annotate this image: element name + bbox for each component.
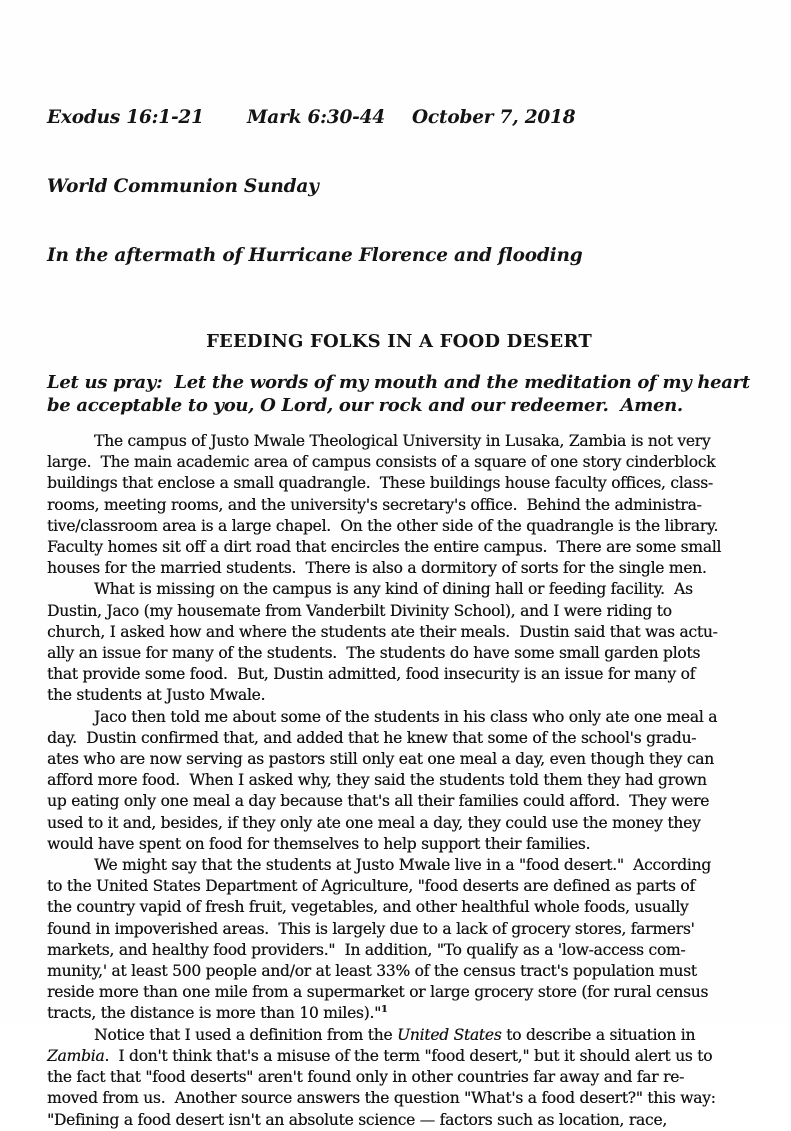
- text-line: [47, 622, 751, 643]
- text-segment: buildings that enclose a small quadrangle. These buildings house faculty offices, class-: [47, 474, 713, 493]
- text-line: [47, 876, 751, 897]
- text-line: [47, 770, 751, 791]
- text-segment: The campus of Justo Mwale Theological University in Lusaka, Zambia is not very: [94, 432, 711, 450]
- text-segment: the students at Justo Mwale.: [47, 686, 266, 705]
- text-line: [47, 813, 751, 834]
- text-segment: used to it and, besides, if they only ate one meal a day, they could use the money they: [47, 813, 701, 832]
- text-line: [47, 1025, 751, 1046]
- text-line: [47, 1110, 751, 1131]
- text-line: [47, 834, 751, 855]
- text-segment: What is missing on the campus is any kind of dining hall or feeding facility. As: [94, 580, 693, 599]
- text-segment: would have spent on food for themselves to help support their families.: [47, 834, 591, 853]
- text-line: [47, 749, 751, 770]
- text-line: [47, 1003, 751, 1024]
- text-line: [47, 452, 751, 473]
- text-line: [47, 601, 751, 622]
- text-segment: up eating only one meal a day because that's all their families could afford. They were: [47, 792, 710, 811]
- text-segment: be acceptable to you, O Lord, our rock and our redeemer. Amen.: [47, 394, 683, 416]
- text-line: [47, 940, 751, 961]
- text-segment: tracts, the distance is more than 10 miles).": [47, 1004, 381, 1023]
- text-line: [47, 855, 751, 876]
- text-line: [47, 707, 751, 728]
- text-line: [47, 431, 751, 452]
- text-line: [47, 728, 751, 749]
- text-segment: Jaco then told me about some of the students in his class who only ate one meal a: [94, 707, 718, 726]
- paragraph-campus: [47, 431, 751, 579]
- text-line: [47, 664, 751, 685]
- scripture-date-row: [47, 106, 751, 129]
- text-line: [47, 897, 751, 918]
- text-segment: Let us pray: Let the words of my mouth and the meditation of my heart: [47, 372, 750, 393]
- paragraph-notice-definition: [47, 1025, 751, 1131]
- text-line: [47, 1067, 751, 1088]
- text-segment: to describe a situation in: [501, 1025, 696, 1044]
- text-line: [47, 961, 751, 982]
- text-line: [47, 473, 751, 494]
- context-line: In the aftermath of Hurricane Florence and flooding: [47, 245, 583, 266]
- text-segment: day. Dustin confirmed that, and added that he knew that some of the school's gradu-: [47, 728, 697, 747]
- text-segment: . I don't think that's a misuse of the term "food desert," but it should alert us to: [104, 1046, 713, 1065]
- text-segment: munity,' at least 500 people and/or at least 33% of the census tract's population must: [47, 962, 697, 981]
- text-line: [47, 685, 751, 706]
- text-segment: afford more food. When I asked why, they said the students told them they had grown: [47, 771, 707, 790]
- text-segment: Faculty homes sit off a dirt road that encircles the entire campus. There are some small: [47, 538, 722, 557]
- text-line: [47, 982, 751, 1003]
- paragraph-food-desert-definition: [47, 855, 751, 1025]
- scripture-reference-1: Exodus 16:1-21: [47, 107, 204, 128]
- text-segment: found in impoverished areas. This is largely due to a lack of grocery stores, farmers': [47, 919, 695, 938]
- scripture-reference-2: Mark 6:30-44: [247, 107, 385, 128]
- text-line: [47, 495, 751, 516]
- text-line: [47, 558, 751, 579]
- text-segment: large. The main academic area of campus consists of a square of one story cinderblock: [47, 453, 716, 472]
- opening-prayer: [47, 372, 751, 417]
- text-segment: "Defining a food desert isn't an absolute science — factors such as location, race,: [47, 1110, 667, 1129]
- text-segment: ally an issue for many of the students. The students do have some small garden plots: [47, 644, 701, 663]
- text-line: [47, 1046, 751, 1067]
- paragraph-missing-dining: [47, 579, 751, 706]
- text-segment: ates who are now serving as pastors still only eat one meal a day, even though they can: [47, 750, 714, 769]
- text-segment: We might say that the students at Justo Mwale live in a "food desert." According: [94, 856, 711, 875]
- text-line: [47, 791, 751, 812]
- text-line: [47, 372, 751, 395]
- text-line: [47, 643, 751, 664]
- text-segment: that provide some food. But, Dustin admitted, food insecurity is an issue for many of: [47, 665, 696, 684]
- text-segment: Notice that I used a definition from the: [94, 1025, 397, 1044]
- sermon-date: October 7, 2018: [412, 107, 576, 128]
- text-segment: the fact that "food deserts" aren't found only in other countries far away and far re-: [47, 1068, 685, 1087]
- text-line: [47, 579, 751, 600]
- text-segment: Dustin, Jaco (my housemate from Vanderbilt Divinity School), and I were riding to: [47, 601, 672, 620]
- text-segment: tive/classroom area is a large chapel. On the other side of the quadrangle is the library.: [47, 516, 719, 535]
- sermon-body: [47, 431, 751, 1131]
- footnote-marker: 1: [380, 1004, 388, 1016]
- occasion-line: World Communion Sunday: [47, 176, 319, 197]
- text-segment: to the United States Department of Agriculture, "food deserts are defined as parts of: [47, 877, 695, 896]
- document-header: [47, 60, 751, 313]
- text-line: [47, 537, 751, 558]
- text-segment: rooms, meeting rooms, and the university's secretary's office. Behind the administra-: [47, 495, 702, 514]
- text-segment: houses for the married students. There is also a dormitory of sorts for the single men.: [47, 559, 707, 578]
- sermon-title: FEEDING FOLKS IN A FOOD DESERT: [206, 331, 592, 352]
- text-segment: moved from us. Another source answers the question "What's a food desert?" this way:: [47, 1089, 716, 1108]
- text-segment: the country vapid of fresh fruit, vegetables, and other healthful whole foods, usually: [47, 898, 689, 917]
- text-segment: United States: [396, 1025, 502, 1044]
- paragraph-one-meal: [47, 707, 751, 855]
- text-line: [47, 919, 751, 940]
- text-line: [47, 395, 751, 418]
- text-segment: reside more than one mile from a supermarket or large grocery store (for rural census: [47, 983, 709, 1002]
- text-line: [47, 516, 751, 537]
- text-segment: church, I asked how and where the students ate their meals. Dustin said that was actu-: [47, 622, 718, 641]
- text-segment: Zambia: [47, 1046, 105, 1065]
- text-segment: markets, and healthy food providers." In addition, "To qualify as a 'low-access com-: [47, 940, 686, 959]
- text-line: [47, 1088, 751, 1109]
